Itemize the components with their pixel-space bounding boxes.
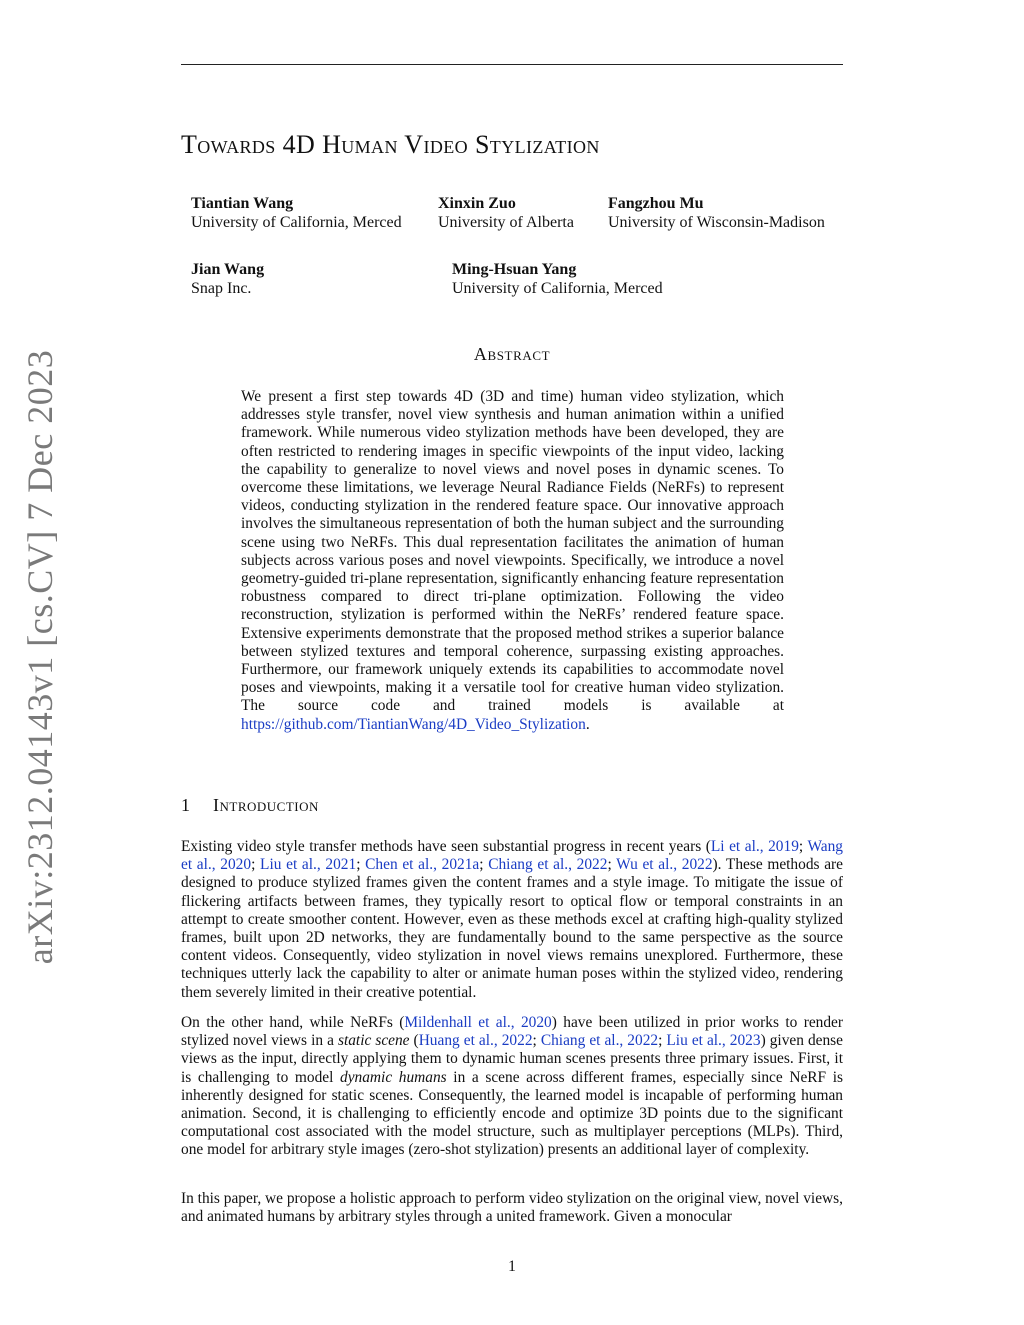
- citation-link[interactable]: Liu et al., 2021: [260, 856, 357, 874]
- paragraph-text: ). These methods are designed to produce stylized frames given the content frames and a style image. To mitigate the issue of flickering artifacts between frames, they typically resort to optical flow or temporal constraints in an attempt to create smoother content. However, even as these methods excel at crafting high-quality stylized frames, built upon 2D networks, they are fundamentally bound to the same perspective as the source content videos. Consequently, video stylization in novel views remains unexplored. Furthermore, these techniques utterly lack the capability to alter or animate human poses within the stylized video, rendering them severely limited in their creative potential.: [181, 856, 843, 1001]
- author-affiliation: University of California, Merced: [452, 280, 663, 297]
- paragraph-text: On the other hand, while NeRFs (: [181, 1014, 405, 1031]
- separator: ;: [798, 838, 808, 855]
- author-block: [438, 194, 574, 232]
- paper-title: Towards 4D Human Video Stylization: [181, 130, 600, 159]
- separator: ;: [532, 1032, 541, 1050]
- page-number: 1: [508, 1258, 516, 1275]
- author-block: [452, 260, 663, 298]
- abstract-heading: Abstract: [473, 344, 551, 364]
- separator: ;: [356, 856, 366, 874]
- author-name: Tiantian Wang: [191, 195, 294, 212]
- github-link[interactable]: https://github.com/TiantianWang/4D_Video_Stylization: [241, 715, 586, 733]
- separator: ;: [479, 856, 489, 874]
- citation-link[interactable]: Chen et al., 2021a: [365, 856, 480, 874]
- header-rule: [181, 64, 843, 65]
- section-heading: [181, 795, 843, 816]
- citation-link[interactable]: Mildenhall et al., 2020: [404, 1014, 552, 1031]
- separator: ;: [607, 856, 617, 874]
- author-affiliation: University of Wisconsin-Madison: [608, 214, 825, 231]
- author-block: [608, 194, 825, 232]
- emphasis-text: static scene: [337, 1032, 410, 1050]
- author-name: Ming-Hsuan Yang: [452, 261, 577, 278]
- arxiv-stamp-text: arXiv:2312.04143v1 [cs.CV] 7 Dec 2023: [20, 349, 60, 965]
- section-number: 1: [181, 795, 191, 815]
- citation-link[interactable]: Huang et al., 2022: [418, 1032, 533, 1050]
- author-name: Xinxin Zuo: [438, 195, 516, 212]
- paragraph-text: Existing video style transfer methods have seen substantial progress in recent years (: [181, 838, 711, 855]
- abstract-body: [241, 388, 784, 734]
- arxiv-stamp: [18, 349, 62, 965]
- separator: ;: [658, 1032, 667, 1050]
- paragraph-text: ) given dense views as the input, directly applying them to dynamic human scenes presents three primary issues. First, it is challenging to model: [181, 1032, 844, 1086]
- author-block: [191, 260, 264, 298]
- intro-paragraph-1: [181, 838, 843, 1002]
- author-affiliation: Snap Inc.: [191, 280, 252, 297]
- intro-paragraph-2: [181, 1014, 843, 1160]
- author-block: [191, 194, 402, 232]
- citation-link[interactable]: Wu et al., 2022: [616, 856, 713, 874]
- section-title: Introduction: [213, 795, 319, 815]
- author-name: Fangzhou Mu: [608, 195, 704, 212]
- citation-link[interactable]: Wang et al., 2020: [181, 838, 843, 874]
- paragraph-text: in a scene across different frames, especially since NeRF is inherently designed for static scenes. Consequently, the learned model is incapable of performing human animation. Second, it is challenging to efficiently encode and optimize 3D points due to the significant computational cost associated with the model structure, such as multiplayer perceptions (MLPs). Third, one model for arbitrary style images (zero-shot stylization) presents an additional layer of complexity.: [181, 1068, 843, 1159]
- abstract-end: .: [585, 715, 590, 733]
- author-name: Jian Wang: [191, 261, 265, 278]
- separator: ;: [251, 856, 261, 874]
- author-affiliation: University of Alberta: [438, 214, 574, 231]
- author-affiliation: University of California, Merced: [191, 214, 402, 231]
- citation-link[interactable]: Li et al., 2019: [710, 838, 799, 855]
- citation-link[interactable]: Liu et al., 2023: [666, 1032, 761, 1050]
- abstract-text: We present a first step towards 4D (3D and time) human video stylization, which addresses style transfer, novel view synthesis and human animation within a unified framework. While numerous video stylization methods have been developed, they are often restricted to rendering images in specific viewpoints of the input video, lacking the capability to generalize to novel views and novel poses in dynamic scenes. To overcome these limitations, we leverage Neural Radiance Fields (NeRFs) to represent videos, conducting stylization in the rendered feature space. Our innovative approach involves the simultaneous representation of both the human subject and the surrounding scene using two NeRFs. This dual representation facilitates the animation of human subjects across various poses and novel viewpoints. Specifically, we introduce a novel geometry-guided tri-plane representation, significantly enhancing feature representation robustness compared to direct tri-plane optimization. Following the video reconstruction, stylization is performed within the NeRFs’ rendered feature space. Extensive experiments demonstrate that the proposed method strikes a superior balance between stylized textures and temporal coherence, surpassing existing approaches. Furthermore, our framework uniquely extends its capabilities to accommodate novel poses and viewpoints, making it a versatile tool for creative human video stylization. The source code and trained models is available at: [241, 388, 784, 715]
- intro-paragraph-3: In this paper, we propose a holistic approach to perform video stylization on the original view, novel views, and animated humans by arbitrary styles through a united framework. Given a monocular: [181, 1190, 843, 1226]
- paragraph-text: ) have been utilized in prior works to render stylized novel views in a: [181, 1014, 843, 1050]
- paragraph-text: (: [409, 1032, 419, 1050]
- emphasis-text: dynamic humans: [340, 1068, 447, 1086]
- citation-link[interactable]: Chiang et al., 2022: [540, 1032, 659, 1050]
- citation-link[interactable]: Chiang et al., 2022: [488, 856, 608, 874]
